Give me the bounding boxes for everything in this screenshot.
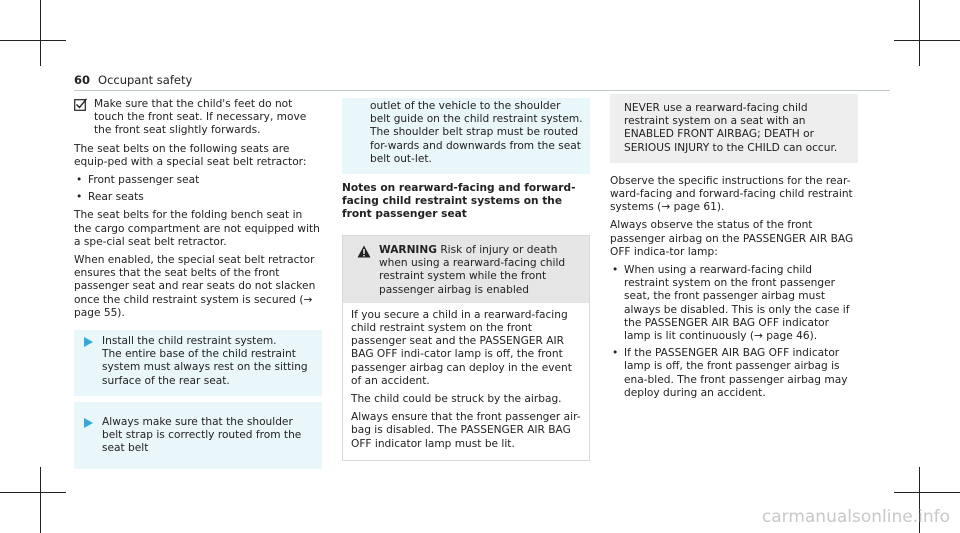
list-item: • If the PASSENGER AIR BAG OFF indicator lamp is off, the front passenger airbag is ena-bled. The front passenger airbag may deploy during an accident. (612, 347, 848, 399)
crop-mark (894, 40, 960, 41)
step-text: Install the child restraint system. (102, 335, 277, 348)
check-text: Make sure that the child's feet do not touch the front seat. If necessary, move the front seat slightly forwards. (94, 98, 307, 137)
paragraph: Observe the specific instructions for the rear-ward-facing and forward-facing child restraint systems (→ page 61). (610, 174, 853, 214)
paragraph: Always ensure that the front passenger air-bag is disabled. The PASSENGER AIR BAG OFF indicator lamp must be lit. (351, 411, 581, 450)
paragraph: Always observe the status of the front passenger airbag on the PASSENGER AIR BAG OFF indica-tor lamp: (610, 219, 854, 258)
bullet-list (610, 264, 858, 400)
page-header (74, 73, 192, 87)
crop-mark (0, 492, 66, 493)
step-arrow-icon (84, 337, 93, 347)
bullet-icon: • (76, 191, 83, 204)
paragraph: The child could be struck by the airbag. (351, 393, 562, 406)
step-text: Always make sure that the shoulder belt strap is correctly routed from the seat belt (102, 415, 302, 455)
paragraph: When enabled, the special seat belt retractor ensures that the seat belts of the front passenger seat and rear seats do not slacken once the child restraint system is secured (→ page 55). (74, 254, 316, 319)
step-arrow-icon (84, 418, 93, 428)
section-title: Occupant safety (98, 73, 193, 87)
notice-box: NEVER use a rearward-facing child restraint system on a seat with an ENABLED FRONT AIRBAG; DEATH or SERIOUS INJURY to the CHILD can occur. (610, 94, 858, 163)
crop-mark (0, 40, 66, 41)
bullet-icon: • (612, 264, 619, 277)
warning-triangle-icon (357, 245, 371, 258)
crop-mark (919, 0, 920, 66)
warning-title: Risk of injury or death when using a rearward-facing child restraint system while the front passenger airbag is enabled (379, 244, 566, 296)
list-item: • Front passenger seat (76, 174, 200, 187)
warning-box (342, 235, 590, 461)
step-detail: The entire base of the child restraint system must always rest on the sitting surface of the rear seat. (102, 348, 308, 387)
watermark: carmanualsonline.info (761, 507, 950, 527)
warning-header (343, 236, 589, 303)
warning-body (343, 303, 589, 460)
bullet-icon: • (612, 347, 619, 360)
paragraph: If you secure a child in a rearward-facing child restraint system on the front passenger seat and the PASSENGER AIR BAG OFF indi-cator lamp is off, the front passenger airbag can deploy in the event of an accident. (351, 308, 572, 387)
list-item: • Rear seats (76, 191, 144, 204)
header-rule (74, 90, 890, 91)
bullet-icon: • (76, 174, 83, 187)
column-3 (610, 98, 858, 405)
checklist-item (74, 98, 322, 138)
crop-mark (894, 492, 960, 493)
list-item: • When using a rearward-facing child restraint system on the front passenger seat, the front passenger airbag must always be disabled. This is only the case if the PASSENGER AIR BAG OFF indicator lamp is lit continuously (→ page 46). (612, 264, 850, 343)
section-heading: Notes on rearward-facing and forward-facing child restraint systems on the front passenger seat (342, 182, 576, 221)
instruction-step (74, 402, 322, 470)
column-2 (342, 98, 590, 461)
warning-label: WARNING (379, 244, 437, 257)
instruction-step-continued (342, 98, 590, 174)
checkbox-icon (74, 98, 87, 111)
crop-mark (40, 467, 41, 533)
crop-mark (40, 0, 41, 66)
column-1 (74, 98, 322, 475)
page-number: 60 (74, 73, 91, 87)
paragraph: The seat belts on the following seats are equip-ped with a special seat belt retractor: (74, 142, 307, 168)
bullet-list (74, 174, 322, 204)
instruction-step (74, 330, 322, 396)
step-detail: The shoulder belt strap must be routed for-wards and downwards from the seat belt out-let. (370, 126, 581, 165)
step-text: outlet of the vehicle to the shoulder belt guide on the child restraint system. (370, 100, 583, 126)
paragraph: The seat belts for the folding bench seat in the cargo compartment are not equipped with a spe-cial seat belt retractor. (74, 209, 320, 248)
